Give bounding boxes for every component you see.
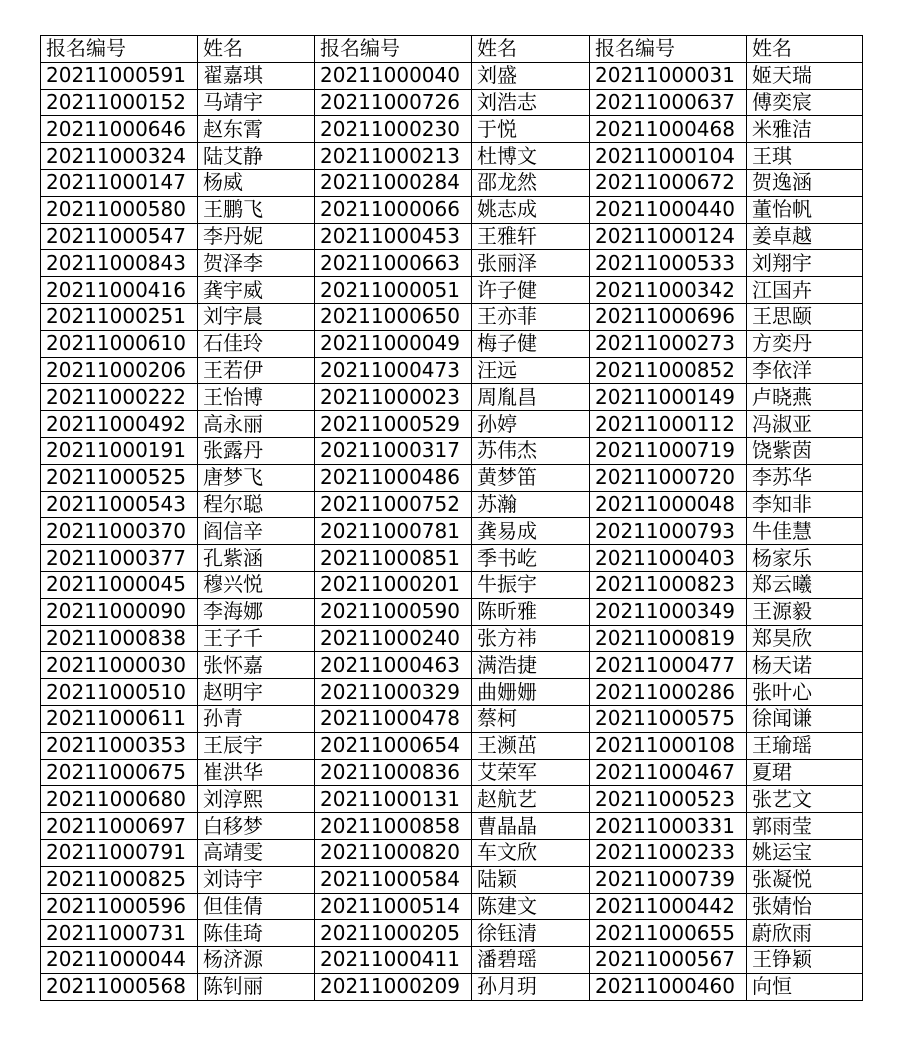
cell-name: 郑昊欣 [747,625,863,652]
cell-registration-id: 20211000222 [41,384,198,411]
cell-registration-id: 20211000529 [315,411,472,438]
cell-name: 张艺文 [747,786,863,813]
cell-registration-id: 20211000460 [590,973,747,1000]
cell-registration-id: 20211000580 [41,196,198,223]
cell-registration-id: 20211000492 [41,411,198,438]
table-row [41,384,863,411]
cell-registration-id: 20211000152 [41,89,198,116]
cell-name: 黄梦笛 [472,464,590,491]
cell-name: 刘淳熙 [198,786,315,813]
table-row [41,491,863,518]
table-row [41,357,863,384]
cell-registration-id: 20211000051 [315,277,472,304]
table-row [41,947,863,974]
cell-registration-id: 20211000233 [590,839,747,866]
cell-registration-id: 20211000654 [315,732,472,759]
table-row [41,89,863,116]
cell-name: 贺泽李 [198,250,315,277]
cell-name: 姚运宝 [747,839,863,866]
cell-name: 姬天瑞 [747,62,863,89]
cell-name: 米雅洁 [747,116,863,143]
cell-name: 张怀嘉 [198,652,315,679]
cell-name: 翟嘉琪 [198,62,315,89]
cell-name: 李苏华 [747,464,863,491]
cell-name: 夏珺 [747,759,863,786]
cell-name: 张凝悦 [747,866,863,893]
cell-name: 董怡帆 [747,196,863,223]
cell-registration-id: 20211000191 [41,437,198,464]
cell-name: 王铮颖 [747,947,863,974]
cell-name: 石佳玲 [198,330,315,357]
table-row [41,732,863,759]
cell-name: 刘诗宇 [198,866,315,893]
cell-registration-id: 20211000836 [315,759,472,786]
cell-registration-id: 20211000478 [315,705,472,732]
cell-registration-id: 20211000739 [590,866,747,893]
cell-registration-id: 20211000317 [315,437,472,464]
cell-registration-id: 20211000523 [590,786,747,813]
cell-name: 向恒 [747,973,863,1000]
cell-name: 张丽泽 [472,250,590,277]
cell-name: 苏瀚 [472,491,590,518]
cell-registration-id: 20211000201 [315,571,472,598]
cell-registration-id: 20211000596 [41,893,198,920]
header-name: 姓名 [472,36,590,63]
cell-registration-id: 20211000567 [590,947,747,974]
cell-registration-id: 20211000147 [41,169,198,196]
cell-registration-id: 20211000377 [41,545,198,572]
cell-name: 徐闻谦 [747,705,863,732]
cell-registration-id: 20211000206 [41,357,198,384]
cell-registration-id: 20211000403 [590,545,747,572]
cell-registration-id: 20211000858 [315,813,472,840]
cell-registration-id: 20211000453 [315,223,472,250]
cell-name: 邵龙然 [472,169,590,196]
table-row [41,411,863,438]
cell-registration-id: 20211000370 [41,518,198,545]
cell-registration-id: 20211000286 [590,679,747,706]
cell-name: 梅子健 [472,330,590,357]
cell-name: 张方祎 [472,625,590,652]
cell-registration-id: 20211000467 [590,759,747,786]
table-row [41,839,863,866]
cell-name: 张婧怡 [747,893,863,920]
table-row [41,920,863,947]
cell-name: 穆兴悦 [198,571,315,598]
table-row [41,277,863,304]
cell-registration-id: 20211000575 [590,705,747,732]
table-row [41,250,863,277]
cell-registration-id: 20211000584 [315,866,472,893]
cell-name: 刘盛 [472,62,590,89]
table-row [41,571,863,598]
cell-name: 杨家乐 [747,545,863,572]
cell-registration-id: 20211000240 [315,625,472,652]
cell-registration-id: 20211000655 [590,920,747,947]
header-registration-id: 报名编号 [41,36,198,63]
cell-name: 王思颐 [747,303,863,330]
cell-name: 杨威 [198,169,315,196]
table-row [41,223,863,250]
cell-name: 刘宇晨 [198,303,315,330]
table-body [41,36,863,1001]
cell-name: 王若伊 [198,357,315,384]
cell-name: 张叶心 [747,679,863,706]
cell-registration-id: 20211000823 [590,571,747,598]
cell-registration-id: 20211000820 [315,839,472,866]
cell-registration-id: 20211000342 [590,277,747,304]
cell-name: 蔡柯 [472,705,590,732]
table-row [41,893,863,920]
cell-name: 王鹏飞 [198,196,315,223]
cell-registration-id: 20211000416 [41,277,198,304]
table-row [41,625,863,652]
cell-name: 王怡博 [198,384,315,411]
cell-registration-id: 20211000349 [590,598,747,625]
table-row [41,330,863,357]
cell-registration-id: 20211000124 [590,223,747,250]
cell-name: 郭雨莹 [747,813,863,840]
cell-name: 牛振宇 [472,571,590,598]
cell-name: 陈昕雅 [472,598,590,625]
cell-name: 王濒茁 [472,732,590,759]
cell-name: 孙月玥 [472,973,590,1000]
cell-name: 赵航艺 [472,786,590,813]
table-row [41,196,863,223]
cell-name: 于悦 [472,116,590,143]
table-row [41,679,863,706]
cell-name: 方奕丹 [747,330,863,357]
cell-name: 季书屹 [472,545,590,572]
cell-registration-id: 20211000230 [315,116,472,143]
cell-registration-id: 20211000104 [590,143,747,170]
cell-name: 王子千 [198,625,315,652]
cell-name: 傅奕宸 [747,89,863,116]
cell-registration-id: 20211000468 [590,116,747,143]
cell-registration-id: 20211000044 [41,947,198,974]
cell-name: 王瑜瑶 [747,732,863,759]
table-row [41,62,863,89]
cell-registration-id: 20211000781 [315,518,472,545]
table-row [41,813,863,840]
cell-name: 江国卉 [747,277,863,304]
cell-registration-id: 20211000672 [590,169,747,196]
cell-name: 车文欣 [472,839,590,866]
cell-name: 姜卓越 [747,223,863,250]
cell-name: 李丹妮 [198,223,315,250]
cell-name: 高永丽 [198,411,315,438]
cell-name: 陈佳琦 [198,920,315,947]
table-row [41,973,863,1000]
cell-registration-id: 20211000793 [590,518,747,545]
cell-name: 蔚欣雨 [747,920,863,947]
cell-name: 杨天诺 [747,652,863,679]
cell-name: 刘浩志 [472,89,590,116]
cell-registration-id: 20211000533 [590,250,747,277]
cell-registration-id: 20211000473 [315,357,472,384]
cell-name: 崔洪华 [198,759,315,786]
cell-name: 曹晶晶 [472,813,590,840]
cell-name: 艾荣军 [472,759,590,786]
cell-registration-id: 20211000213 [315,143,472,170]
cell-name: 周胤昌 [472,384,590,411]
cell-name: 王辰宇 [198,732,315,759]
cell-registration-id: 20211000663 [315,250,472,277]
table-row [41,652,863,679]
cell-name: 王亦菲 [472,303,590,330]
table-row [41,303,863,330]
cell-registration-id: 20211000440 [590,196,747,223]
cell-registration-id: 20211000611 [41,705,198,732]
cell-registration-id: 20211000843 [41,250,198,277]
cell-name: 汪远 [472,357,590,384]
cell-registration-id: 20211000675 [41,759,198,786]
cell-registration-id: 20211000030 [41,652,198,679]
cell-registration-id: 20211000112 [590,411,747,438]
table-row [41,705,863,732]
cell-registration-id: 20211000838 [41,625,198,652]
cell-registration-id: 20211000719 [590,437,747,464]
cell-registration-id: 20211000819 [590,625,747,652]
cell-registration-id: 20211000049 [315,330,472,357]
cell-registration-id: 20211000108 [590,732,747,759]
cell-name: 赵明宇 [198,679,315,706]
cell-name: 李知非 [747,491,863,518]
cell-name: 李海娜 [198,598,315,625]
cell-registration-id: 20211000650 [315,303,472,330]
cell-name: 曲姗姗 [472,679,590,706]
cell-registration-id: 20211000851 [315,545,472,572]
table-row [41,598,863,625]
cell-registration-id: 20211000045 [41,571,198,598]
registration-table [40,35,863,1001]
cell-name: 陆艾静 [198,143,315,170]
cell-name: 陆颖 [472,866,590,893]
cell-registration-id: 20211000637 [590,89,747,116]
cell-registration-id: 20211000825 [41,866,198,893]
cell-name: 阎信辛 [198,518,315,545]
cell-registration-id: 20211000731 [41,920,198,947]
header-name: 姓名 [747,36,863,63]
cell-registration-id: 20211000353 [41,732,198,759]
cell-name: 程尔聪 [198,491,315,518]
cell-registration-id: 20211000547 [41,223,198,250]
cell-name: 郑云曦 [747,571,863,598]
cell-name: 陈建文 [472,893,590,920]
cell-name: 陈钊丽 [198,973,315,1000]
cell-registration-id: 20211000463 [315,652,472,679]
cell-name: 张露丹 [198,437,315,464]
cell-registration-id: 20211000680 [41,786,198,813]
cell-name: 饶紫茵 [747,437,863,464]
cell-registration-id: 20211000331 [590,813,747,840]
cell-name: 杜博文 [472,143,590,170]
table-row [41,169,863,196]
cell-name: 贺逸涵 [747,169,863,196]
cell-name: 李依洋 [747,357,863,384]
table-row [41,545,863,572]
cell-name: 王雅轩 [472,223,590,250]
cell-name: 龚易成 [472,518,590,545]
cell-registration-id: 20211000752 [315,491,472,518]
cell-registration-id: 20211000720 [590,464,747,491]
cell-registration-id: 20211000273 [590,330,747,357]
table-row [41,518,863,545]
cell-name: 冯淑亚 [747,411,863,438]
cell-registration-id: 20211000048 [590,491,747,518]
cell-name: 孔紫涵 [198,545,315,572]
table-row [41,116,863,143]
cell-name: 孙婷 [472,411,590,438]
cell-registration-id: 20211000590 [315,598,472,625]
cell-name: 马靖宇 [198,89,315,116]
cell-name: 潘碧瑶 [472,947,590,974]
cell-registration-id: 20211000205 [315,920,472,947]
cell-registration-id: 20211000031 [590,62,747,89]
cell-registration-id: 20211000726 [315,89,472,116]
cell-registration-id: 20211000066 [315,196,472,223]
cell-registration-id: 20211000543 [41,491,198,518]
cell-registration-id: 20211000525 [41,464,198,491]
cell-registration-id: 20211000591 [41,62,198,89]
cell-name: 但佳倩 [198,893,315,920]
table-row [41,437,863,464]
cell-registration-id: 20211000329 [315,679,472,706]
cell-registration-id: 20211000131 [315,786,472,813]
cell-name: 许子健 [472,277,590,304]
cell-registration-id: 20211000284 [315,169,472,196]
cell-registration-id: 20211000442 [590,893,747,920]
cell-name: 刘翔宇 [747,250,863,277]
cell-registration-id: 20211000251 [41,303,198,330]
table-row [41,759,863,786]
header-row [41,36,863,63]
cell-name: 王源毅 [747,598,863,625]
cell-registration-id: 20211000697 [41,813,198,840]
cell-registration-id: 20211000791 [41,839,198,866]
cell-registration-id: 20211000486 [315,464,472,491]
cell-name: 高靖雯 [198,839,315,866]
cell-registration-id: 20211000514 [315,893,472,920]
cell-registration-id: 20211000411 [315,947,472,974]
table-row [41,866,863,893]
cell-registration-id: 20211000209 [315,973,472,1000]
cell-name: 牛佳慧 [747,518,863,545]
cell-registration-id: 20211000324 [41,143,198,170]
cell-name: 孙青 [198,705,315,732]
cell-registration-id: 20211000040 [315,62,472,89]
cell-name: 姚志成 [472,196,590,223]
cell-name: 龚宇威 [198,277,315,304]
table-row [41,143,863,170]
header-name: 姓名 [198,36,315,63]
cell-registration-id: 20211000023 [315,384,472,411]
table-row [41,786,863,813]
cell-name: 满浩捷 [472,652,590,679]
table-row [41,464,863,491]
cell-name: 唐梦飞 [198,464,315,491]
cell-name: 徐钰清 [472,920,590,947]
cell-name: 王琪 [747,143,863,170]
cell-registration-id: 20211000090 [41,598,198,625]
cell-name: 苏伟杰 [472,437,590,464]
cell-registration-id: 20211000610 [41,330,198,357]
cell-registration-id: 20211000646 [41,116,198,143]
cell-name: 赵东霄 [198,116,315,143]
header-registration-id: 报名编号 [315,36,472,63]
cell-registration-id: 20211000477 [590,652,747,679]
cell-registration-id: 20211000510 [41,679,198,706]
cell-name: 杨济源 [198,947,315,974]
cell-registration-id: 20211000696 [590,303,747,330]
cell-registration-id: 20211000852 [590,357,747,384]
cell-registration-id: 20211000568 [41,973,198,1000]
cell-name: 卢晓燕 [747,384,863,411]
header-registration-id: 报名编号 [590,36,747,63]
cell-name: 白移梦 [198,813,315,840]
cell-registration-id: 20211000149 [590,384,747,411]
